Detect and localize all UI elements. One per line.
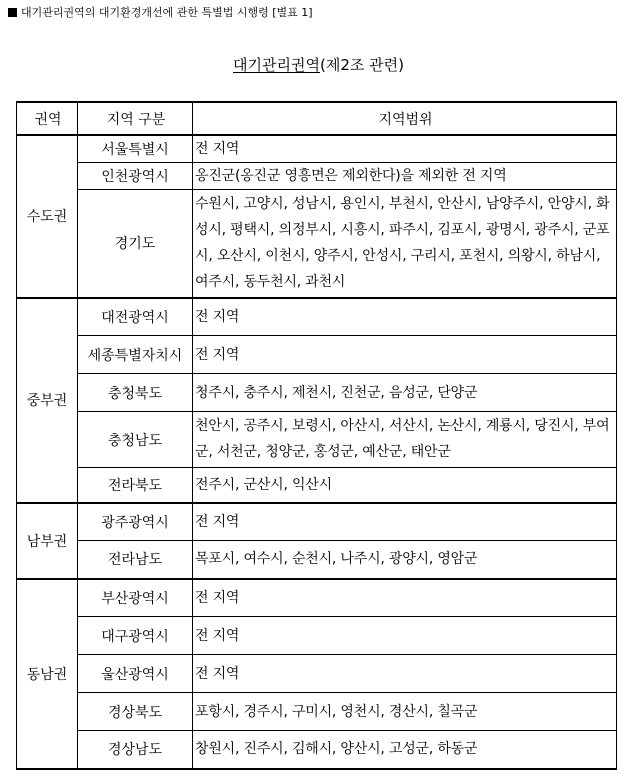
table-row xyxy=(17,655,617,693)
area-cell: 경기도 xyxy=(78,190,193,298)
table-row xyxy=(17,298,617,336)
scope-cell: 전주시, 군산시, 익산시 xyxy=(193,468,617,503)
scope-cell: 전 지역 xyxy=(193,298,617,336)
region-cell: 수도권 xyxy=(17,135,78,298)
region-cell: 남부권 xyxy=(17,503,78,579)
title-ref: (제2조 관련) xyxy=(319,56,404,74)
area-cell: 경상북도 xyxy=(78,693,193,731)
area-cell: 인천광역시 xyxy=(78,163,193,190)
scope-cell: 전 지역 xyxy=(193,503,617,541)
table-row xyxy=(17,190,617,298)
scope-cell: 창원시, 진주시, 김해시, 양산시, 고성군, 하동군 xyxy=(193,731,617,769)
scope-cell: 전 지역 xyxy=(193,655,617,693)
area-cell: 서울특별시 xyxy=(78,135,193,163)
table-row xyxy=(17,503,617,541)
region-table xyxy=(16,101,617,770)
area-cell: 경상남도 xyxy=(78,731,193,769)
scope-cell: 목포시, 여수시, 순천시, 나주시, 광양시, 영암군 xyxy=(193,541,617,579)
area-cell: 전라남도 xyxy=(78,541,193,579)
table-row xyxy=(17,336,617,374)
scope-cell: 청주시, 충주시, 제천시, 진천군, 음성군, 단양군 xyxy=(193,374,617,412)
table-row xyxy=(17,693,617,731)
scope-cell: 전 지역 xyxy=(193,336,617,374)
area-cell: 광주광역시 xyxy=(78,503,193,541)
page-title xyxy=(0,56,637,74)
table-header-row xyxy=(17,102,617,135)
region-cell: 동남권 xyxy=(17,579,78,769)
table-row xyxy=(17,731,617,769)
scope-cell: 천안시, 공주시, 보령시, 아산시, 서산시, 논산시, 계룡시, 당진시, 부여군, 서천군, 청양군, 홍성군, 예산군, 태안군 xyxy=(193,412,617,468)
table-row xyxy=(17,579,617,617)
area-cell: 대구광역시 xyxy=(78,617,193,655)
column-header-scope: 지역범위 xyxy=(193,102,617,135)
table-row xyxy=(17,163,617,190)
table-row xyxy=(17,374,617,412)
column-header-region: 권역 xyxy=(17,102,78,135)
table-row xyxy=(17,135,617,163)
scope-cell: 전 지역 xyxy=(193,617,617,655)
black-square-icon xyxy=(8,8,17,17)
document-header xyxy=(8,6,313,20)
area-cell: 울산광역시 xyxy=(78,655,193,693)
area-cell: 세종특별자치시 xyxy=(78,336,193,374)
area-cell: 전라북도 xyxy=(78,468,193,503)
area-cell: 대전광역시 xyxy=(78,298,193,336)
column-header-area: 지역 구분 xyxy=(78,102,193,135)
area-cell: 충청북도 xyxy=(78,374,193,412)
table-row xyxy=(17,468,617,503)
scope-cell: 전 지역 xyxy=(193,579,617,617)
area-cell: 충청남도 xyxy=(78,412,193,468)
header-caption: 대기관리권역의 대기환경개선에 관한 특별법 시행령 [별표 1] xyxy=(21,6,313,19)
title-main: 대기관리권역 xyxy=(233,56,320,74)
region-cell: 중부권 xyxy=(17,298,78,503)
area-cell: 부산광역시 xyxy=(78,579,193,617)
scope-cell: 옹진군(옹진군 영흥면은 제외한다)을 제외한 전 지역 xyxy=(193,163,617,190)
scope-cell: 수원시, 고양시, 성남시, 용인시, 부천시, 안산시, 남양주시, 안양시, 화성시, 평택시, 의정부시, 시흥시, 파주시, 김포시, 광명시, 광주시, 군포시, 오산시, 이천시, 양주시, 안성시, 구리시, 포천시, 의왕시, 하남시, 여주시, 동두천시, 과천시 xyxy=(193,190,617,298)
scope-cell: 전 지역 xyxy=(193,135,617,163)
table-row xyxy=(17,412,617,468)
table-row xyxy=(17,617,617,655)
table-row xyxy=(17,541,617,579)
scope-cell: 포항시, 경주시, 구미시, 영천시, 경산시, 칠곡군 xyxy=(193,693,617,731)
